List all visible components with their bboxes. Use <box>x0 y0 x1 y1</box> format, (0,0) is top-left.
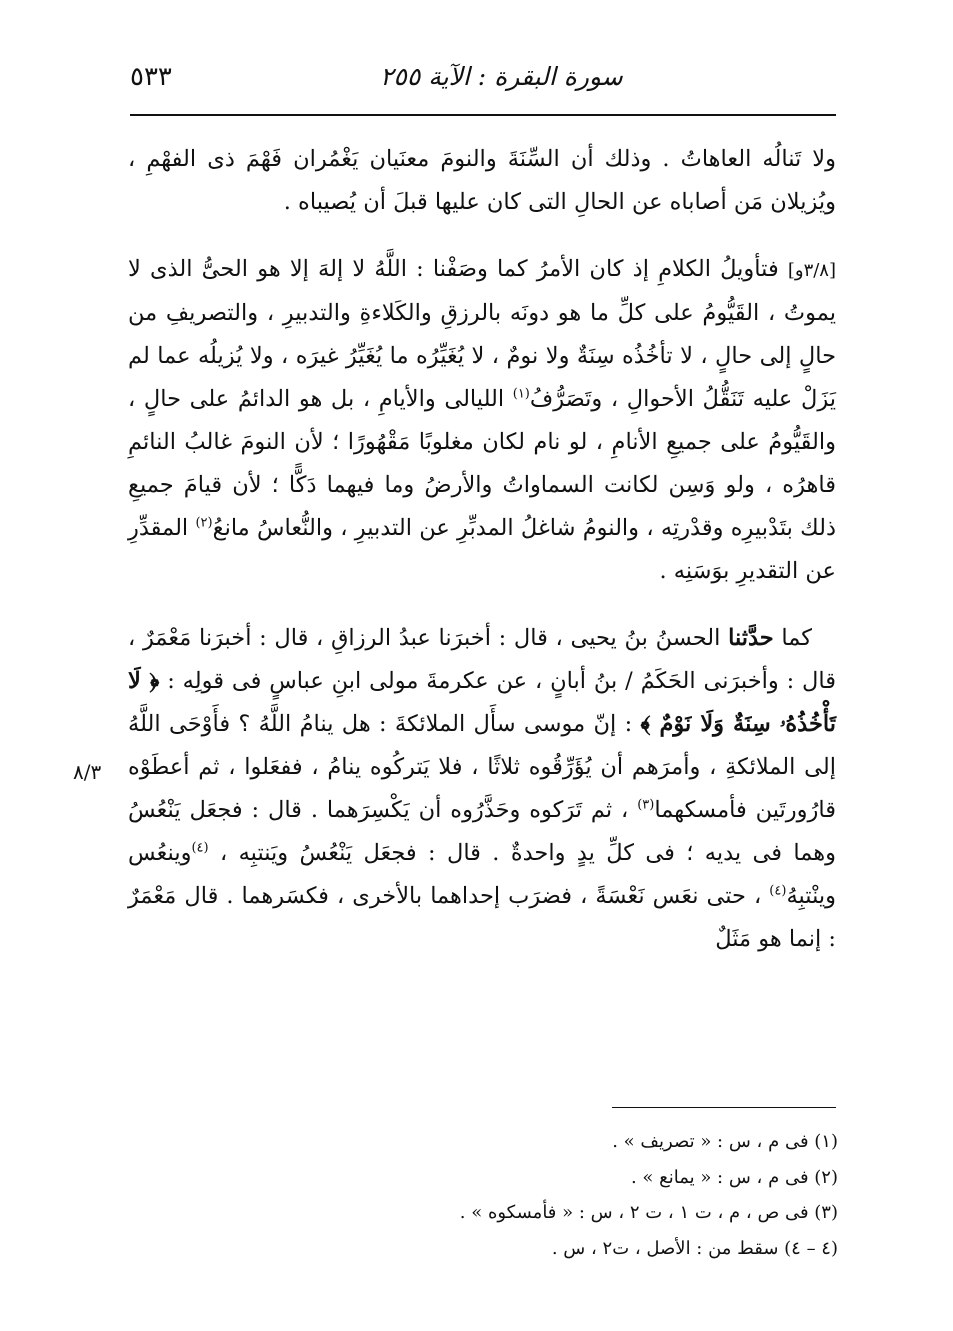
footnote-ref-2: (٢) <box>195 515 213 531</box>
margin-reference: ٨/٣ <box>73 760 102 784</box>
footnote-4: (٤ – ٤) سقط من : الأصل ، ت٢ ، س . <box>551 1237 838 1259</box>
main-text <box>128 138 836 961</box>
paragraph-3: كما حدَّثنا الحسنُ بنُ يحيى ، قال : أخبرَنا عبدُ الرزاقِ ، قال : أخبرَنا مَعْمَرٌ ، قال : وأخبرَنى الحَكَمُ / بنُ أبانٍ ، عن عكرمةَ مولى ابنِ عباسٍ فى قولِه : ﴿ لَا تَأْخُذُهُۥ سِنَةٌ وَلَا نَوْمٌ ﴾ : إنّ موسى سأَل الملائكةَ : هل ينامُ اللَّهُ ؟ فأَوْحَى اللَّهُ إلى الملائكةِ ، وأمرَهم أن يُؤَرِّقُوه ثلاثًا ، فلا يَتركُوه ينامُ ، ففعَلوا ، ثم أعطَوْه قارُورتَين فأمسكهما$^{(٣)}$ ، ثم تَرَكوه وحَذَّرُوه أن يَكْسِرَهما . قال : فجعَل يَنْعُسُ وهما فى يديه ؛ فى كلِّ يدٍ واحدةٌ . قال : فجعَل يَنْعُسُ ويَنتبِه ، $^{(٤)}$وينعُس وينْتبِهُ$^{(٤)}$ ، حتى نعَس نَعْسَةً ، فضرَب إحداهما بالأخرى ، فكسَرهما . قال مَعْمَرٌ : إنما هو مَثَلٌ <box>128 625 837 952</box>
page-number: ٥٣٣ <box>130 62 172 92</box>
haddathana: حدَّثنا <box>728 625 774 651</box>
footnote-ref-1: (١) <box>512 386 530 402</box>
header-rule <box>130 114 836 116</box>
footnote-ref-3: (٣) <box>637 797 655 813</box>
footnote-2: (٢) فى م ، س : « يمانع » . <box>630 1166 838 1188</box>
footnote-ref-4a: (٤) <box>191 840 209 856</box>
page-header <box>130 62 836 102</box>
manuscript-marker: [٣/٨و] <box>787 260 836 281</box>
footnotes <box>300 1124 838 1266</box>
footnote-1: (١) فى م ، س : « تصريف » . <box>612 1131 838 1152</box>
footnote-rule <box>612 1107 836 1108</box>
running-title: سورة البقرة : الآية ٢٥٥ <box>380 62 623 91</box>
paragraph-1: ولا تَنالُه العاهاتُ . وذلك أن السِّنَةَ والنومَ معنَيان يَغْمُران فَهْمَ ذى الفهْمِ ، ويُزيلان مَن أصاباه عن الحالِ التى كان عليها قبلَ أن يُصيباه . <box>128 146 836 215</box>
footnote-3: (٣) فى ص ، م ، ت ١ ، ت ٢ ، س : « فأمسكوه » . <box>459 1202 838 1223</box>
footnote-ref-4b: (٤) <box>769 883 787 899</box>
paragraph-2: [٣/٨و] فتأويلُ الكلامِ إذ كان الأمرُ كما وصَفْنا : اللَّهُ لا إلهَ إلا هو الحىُّ الذى لا يموتُ ، القَيُّومُ على كلِّ ما هو دونَه بالرزقِ والكَلاءةِ والتدبيرِ ، والتصريفِ من حالٍ إلى حالٍ ، لا تأخُذُه سِنَةٌ ولا نومٌ ، لا يُغَيِّرُه ما يُغَيِّرُ غيرَه ، ولا يُزيلُه عما لم يَزَلْ عليه تَنَقُّلُ الأحوالِ ، وتَصَرُّفُ$^{(١)}$ الليالى والأيامِ ، بل هو الدائمُ على حالٍ ، والقَيُّومُ على جميعِ الأنامِ ، لو نام لكان مغلوبًا مَقْهُورًا ؛ لأن النومَ غالبُ النائمِ قاهرُه ، ولو وَسِن لكانت السماواتُ والأرضُ وما فيهما دَكًّا ؛ لأن قيامَ جميعِ ذلك بتَدْبيرِه وقدْرتِه ، والنومُ شاغلُ المدبِّرِ عن التدبيرِ ، والنُّعاسُ مانعُ$^{(٢)}$ المقدِّرِ عن التقديرِ بوَسَنِه . <box>128 256 836 584</box>
quran-quote: ﴿ لَا تَأْخُذُهُۥ سِنَةٌ وَلَا نَوْمٌ ﴾ <box>128 668 836 737</box>
